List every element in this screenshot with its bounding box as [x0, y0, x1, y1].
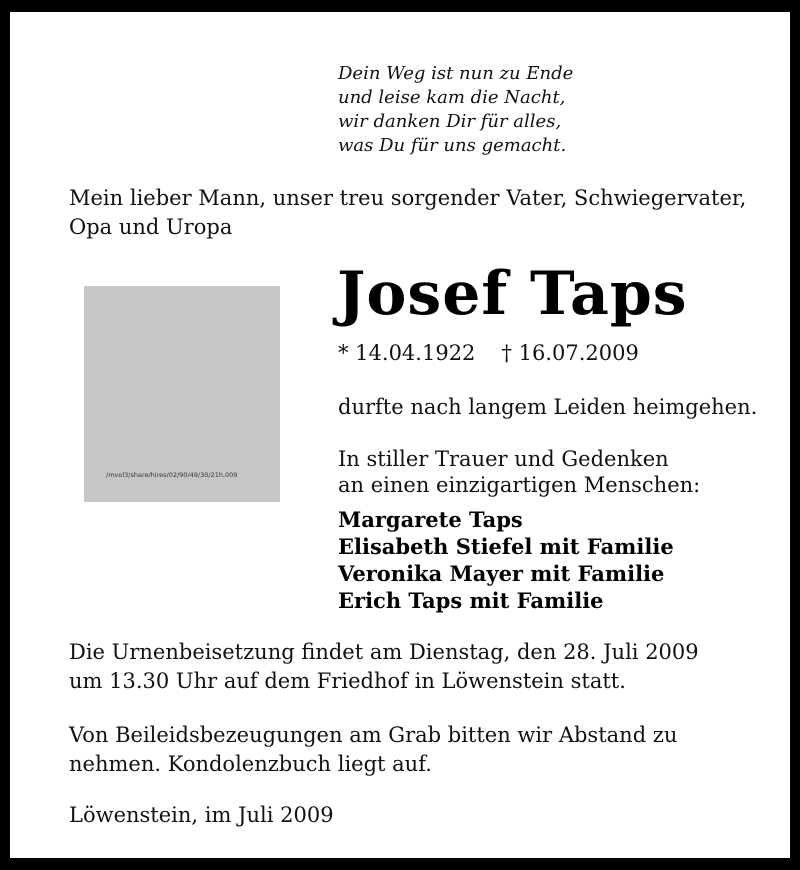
poem-line: und leise kam die Nacht, [338, 87, 566, 108]
deceased-name: Josef Taps [337, 259, 688, 329]
portrait-photo-placeholder [84, 286, 280, 502]
mourning-text [338, 446, 700, 498]
life-dates [338, 339, 639, 367]
mourning-line: In stiller Trauer und Gedenken [338, 447, 669, 471]
poem [338, 62, 573, 158]
birth-date: * 14.04.1922 [338, 341, 476, 365]
mourner-name: Margarete Taps [338, 507, 523, 532]
poem-line: Dein Weg ist nun zu Ende [338, 63, 574, 84]
photo-caption: /mvol3/share/hires/02/90/49/30/21h.009 [106, 471, 238, 479]
passing-statement: durfte nach langem Leiden heimgehen. [338, 395, 758, 419]
mourners-list [338, 506, 674, 614]
burial-notice [69, 638, 699, 696]
intro-line: Mein lieber Mann, unser treu sorgender Vater, Schwiegervater, [69, 186, 747, 210]
condolence-line: Von Beileidsbezeugungen am Grab bitten wir Abstand zu [69, 723, 678, 747]
mourner-name: Erich Taps mit Familie [338, 588, 604, 613]
burial-line: Die Urnenbeisetzung findet am Dienstag, den 28. Juli 2009 [69, 640, 699, 664]
intro-text [69, 184, 769, 242]
condolence-notice [69, 721, 677, 779]
mourner-name: Veronika Mayer mit Familie [338, 561, 665, 586]
place-and-date: Löwenstein, im Juli 2009 [69, 803, 334, 827]
death-date: † 16.07.2009 [501, 341, 639, 365]
condolence-line: nehmen. Kondolenzbuch liegt auf. [69, 752, 432, 776]
poem-line: was Du für uns gemacht. [338, 135, 567, 156]
burial-line: um 13.30 Uhr auf dem Friedhof in Löwenstein statt. [69, 669, 626, 693]
poem-line: wir danken Dir für alles, [338, 111, 562, 132]
mourning-line: an einen einzigartigen Menschen: [338, 473, 701, 497]
mourner-name: Elisabeth Stiefel mit Familie [338, 534, 674, 559]
intro-line: Opa und Uropa [69, 215, 233, 239]
